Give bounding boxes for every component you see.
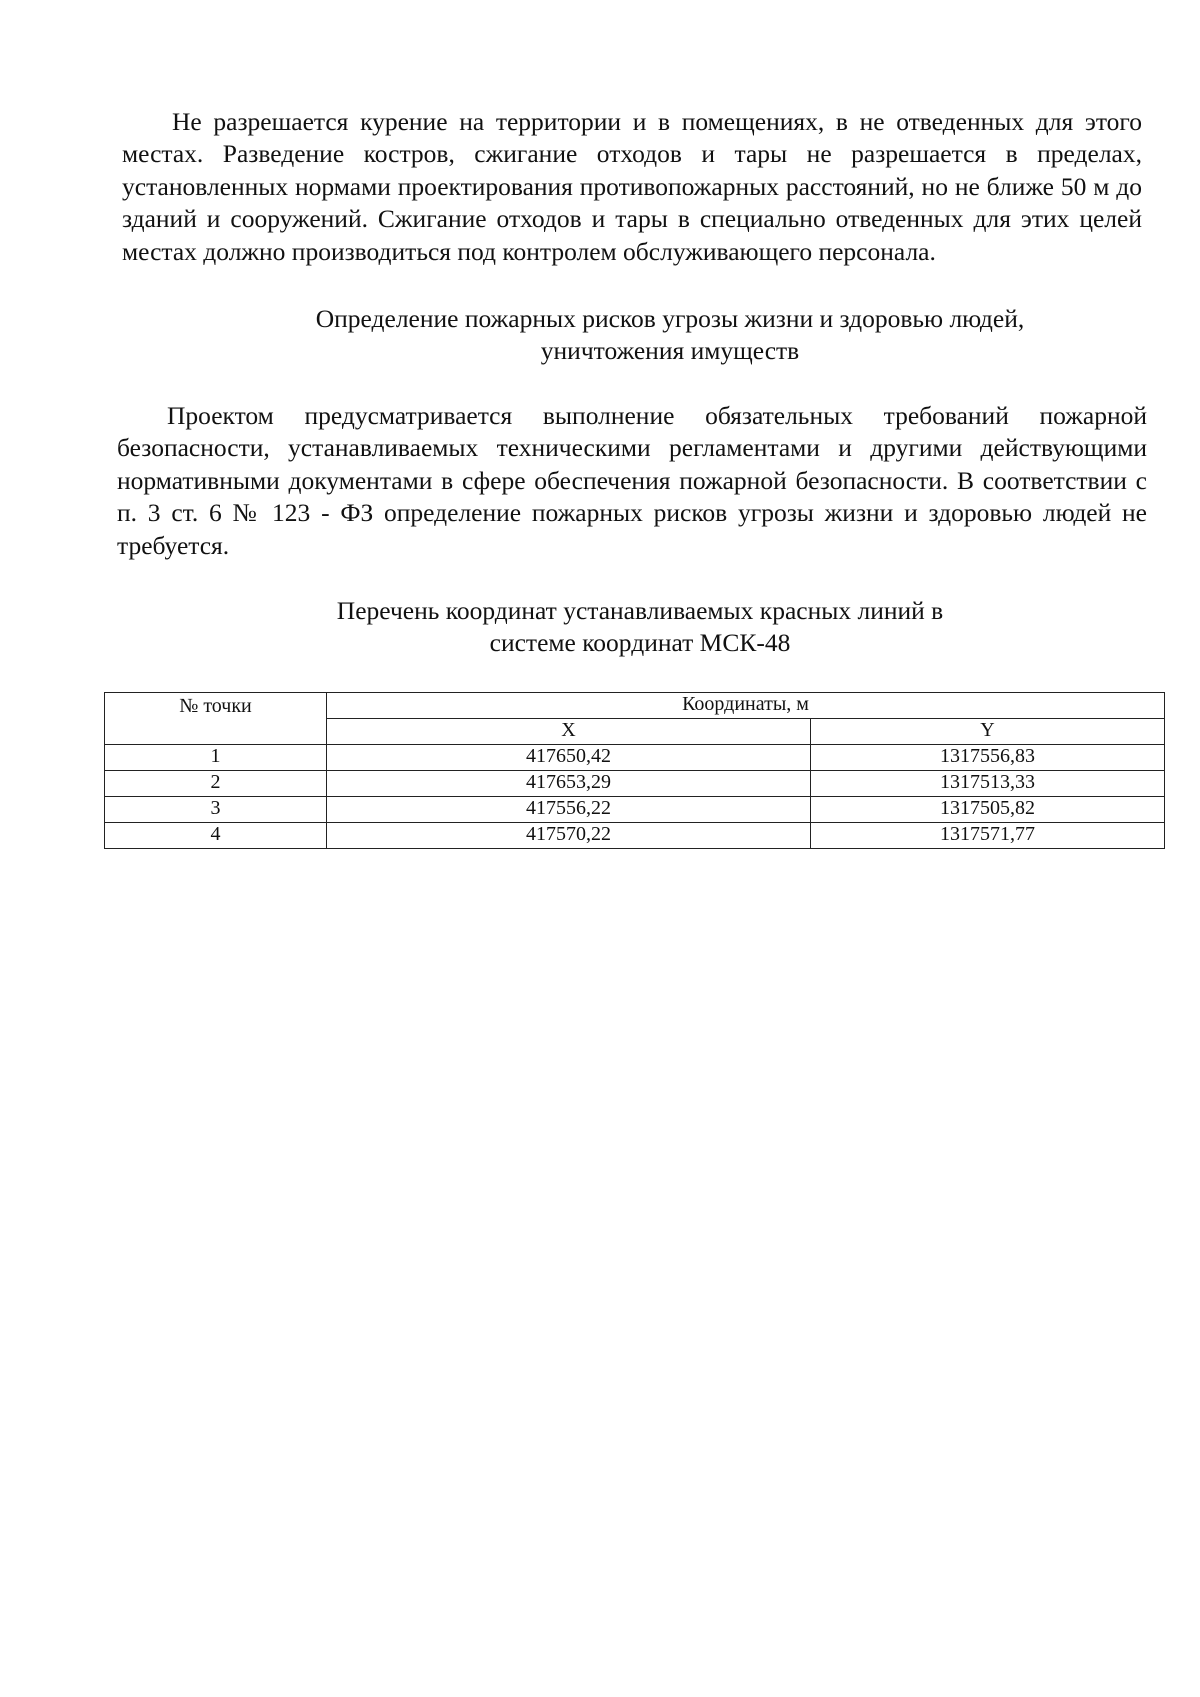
fire-safety-paragraph: Не разрешается курение на территории и в помещениях, в не отведенных для этого местах. Разведение костров, сжигание отходов и тары не разрешается в пределах, установленных нормами проектирования противопожарных расстояний, но не ближе 50 м до зданий и сооружений. Сжигание отходов и тары в специально отведенных для этих целей местах должно производиться под контролем обслуживающего персонала. — [122, 107, 1142, 266]
coordinates-heading-line-1: Перечень координат устанавливаемых красных линий в — [336, 596, 944, 625]
x-coordinate-cell: 417653,29 — [327, 771, 811, 797]
coordinates-header: Координаты, м — [327, 693, 1165, 719]
y-coordinate-cell: 1317556,83 — [811, 745, 1165, 771]
table-row — [105, 745, 1165, 771]
x-column-header: X — [327, 719, 811, 745]
y-column-header: Y — [811, 719, 1165, 745]
table-row — [105, 823, 1165, 849]
x-coordinate-cell: 417570,22 — [327, 823, 811, 849]
point-number-cell: 1 — [105, 745, 327, 771]
point-number-header: № точки — [105, 693, 327, 745]
y-coordinate-cell: 1317505,82 — [811, 797, 1165, 823]
point-number-cell: 4 — [105, 823, 327, 849]
coordinates-heading — [150, 595, 1130, 660]
table-header-row — [105, 693, 1165, 719]
table-row — [105, 797, 1165, 823]
coordinates-table — [104, 692, 1165, 849]
fire-risk-heading — [180, 303, 1160, 368]
y-coordinate-cell: 1317513,33 — [811, 771, 1165, 797]
y-coordinate-cell: 1317571,77 — [811, 823, 1165, 849]
x-coordinate-cell: 417650,42 — [327, 745, 811, 771]
table-row — [105, 771, 1165, 797]
fire-risk-heading-line-1: Определение пожарных рисков угрозы жизни и здоровью людей, — [315, 304, 1025, 333]
x-coordinate-cell: 417556,22 — [327, 797, 811, 823]
fire-risk-heading-line-2: уничтожения имуществ — [540, 336, 800, 366]
coordinates-heading-line-2: системе координат МСК-48 — [489, 628, 791, 658]
point-number-cell: 3 — [105, 797, 327, 823]
project-requirements-paragraph: Проектом предусматривается выполнение обязательных требований пожарной безопасности, устанавливаемых техническими регламентами и другими действующими нормативными документами в сфере обеспечения пожарной безопасности. В соответствии с п. 3 ст. 6 № 123 - ФЗ определение пожарных рисков угрозы жизни и здоровью людей не требуется. — [117, 401, 1147, 560]
point-number-cell: 2 — [105, 771, 327, 797]
